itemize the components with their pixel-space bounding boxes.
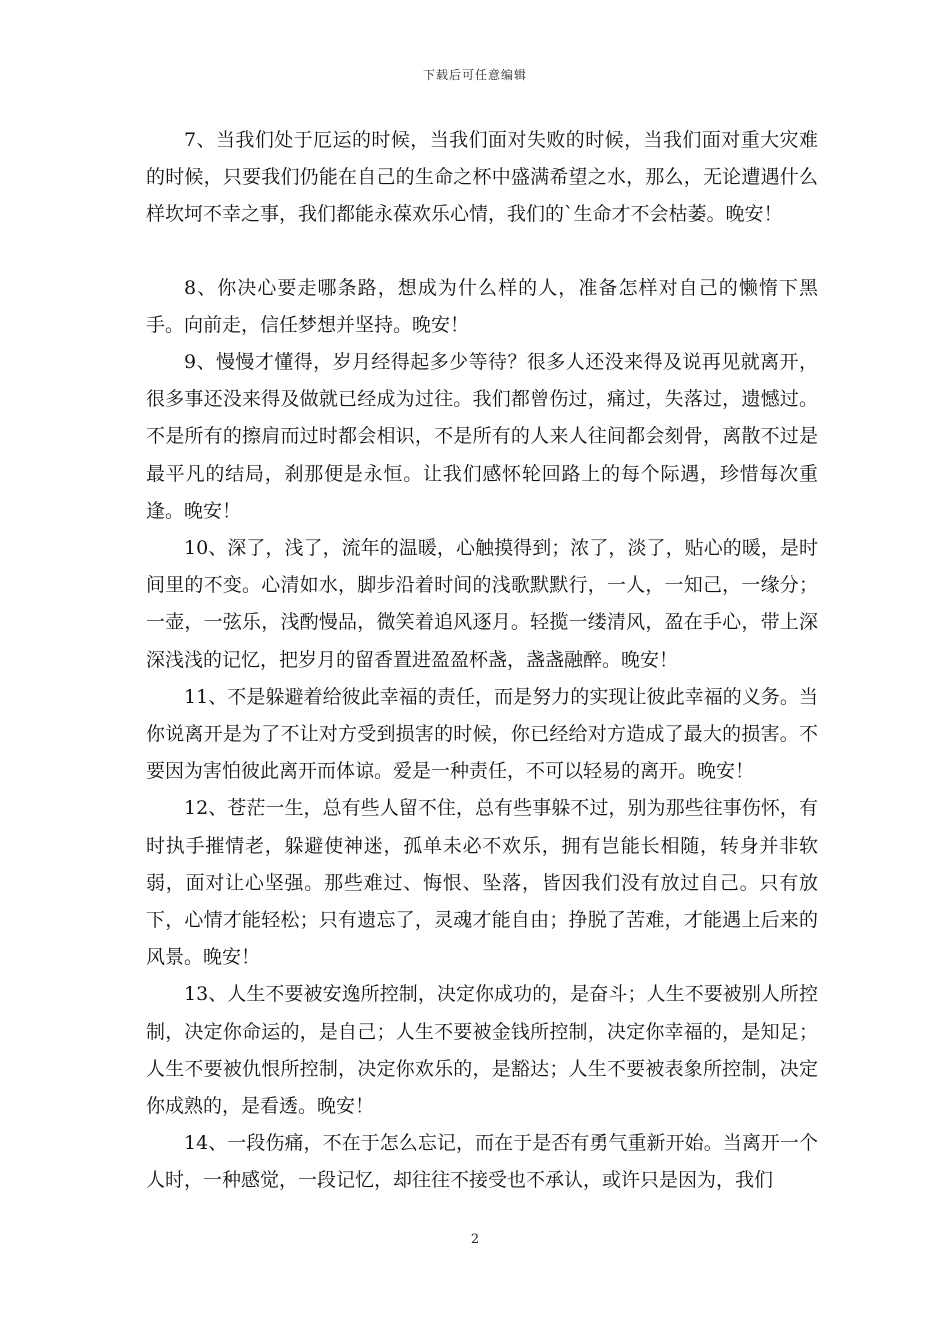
paragraph-spacer <box>146 234 818 270</box>
paragraph-11: 11、不是躲避着给彼此幸福的责任，而是努力的实现让彼此幸福的义务。当你说离开是为了不让对方受到损害的时候，你已经给对方造成了最大的损害。不要因为害怕彼此离开而体谅。爱是一种责任，不可以轻易的离开。晚安！ <box>146 685 818 783</box>
page-number: 2 <box>470 1232 480 1247</box>
document-body <box>146 122 818 1200</box>
paragraph-13: 13、人生不要被安逸所控制，决定你成功的，是奋斗；人生不要被别人所控制，决定你命运的，是自己；人生不要被金钱所控制，决定你幸福的，是知足；人生不要被仇恨所控制，决定你欢乐的，是豁达；人生不要被表象所控制，决定你成熟的，是看透。晚安！ <box>146 983 818 1118</box>
paragraph-8: 8、你决心要走哪条路，想成为什么样的人，准备怎样对自己的懒惰下黑手。向前走，信任梦想并坚持。晚安！ <box>146 276 818 336</box>
paragraph-9: 9、慢慢才懂得，岁月经得起多少等待？很多人还没来得及说再见就离开，很多事还没来得及做就已经成为过往。我们都曾伤过，痛过，失落过，遗憾过。不是所有的擦肩而过时都会相识，不是所有的人来人往间都会刻骨，离散不过是最平凡的结局，刹那便是永恒。让我们感怀轮回路上的每个际遇，珍惜每次重逢。晚安！ <box>146 351 818 522</box>
paragraph-12: 12、苍茫一生，总有些人留不住，总有些事躲不过，别为那些往事伤怀，有时执手摧情老，躲避使神迷，孤单未必不欢乐，拥有岂能长相随，转身并非软弱，面对让心坚强。那些难过、悔恨、坠落，皆因我们没有放过自己。只有放下，心情才能轻松；只有遗忘了，灵魂才能自由；挣脱了苦难，才能遇上后来的风景。晚安！ <box>146 797 818 969</box>
page-header: 下载后可任意编辑 <box>422 68 527 82</box>
paragraph-7: 7、当我们处于厄运的时候，当我们面对失败的时候，当我们面对重大灾难的时候，只要我们仍能在自己的生命之杯中盛满希望之水，那么，无论遭遇什么样坎坷不幸之事，我们都能永葆欢乐心情，我们的`生命才不会枯萎。晚安！ <box>146 129 818 226</box>
paragraph-14: 14、一段伤痛，不在于怎么忘记，而在于是否有勇气重新开始。当离开一个人时，一种感觉，一段记忆，却往往不接受也不承认，或许只是因为，我们 <box>146 1132 818 1192</box>
paragraph-10: 10、深了，浅了，流年的温暖，心触摸得到；浓了，淡了，贴心的暖，是时间里的不变。心清如水，脚步沿着时间的浅歌默默行，一人，一知己，一缘分；一壶，一弦乐，浅酌慢品，微笑着追风逐月。轻揽一缕清风，盈在手心，带上深深浅浅的记忆，把岁月的留香置进盈盈杯盏，盏盏融醉。晚安！ <box>146 537 818 671</box>
